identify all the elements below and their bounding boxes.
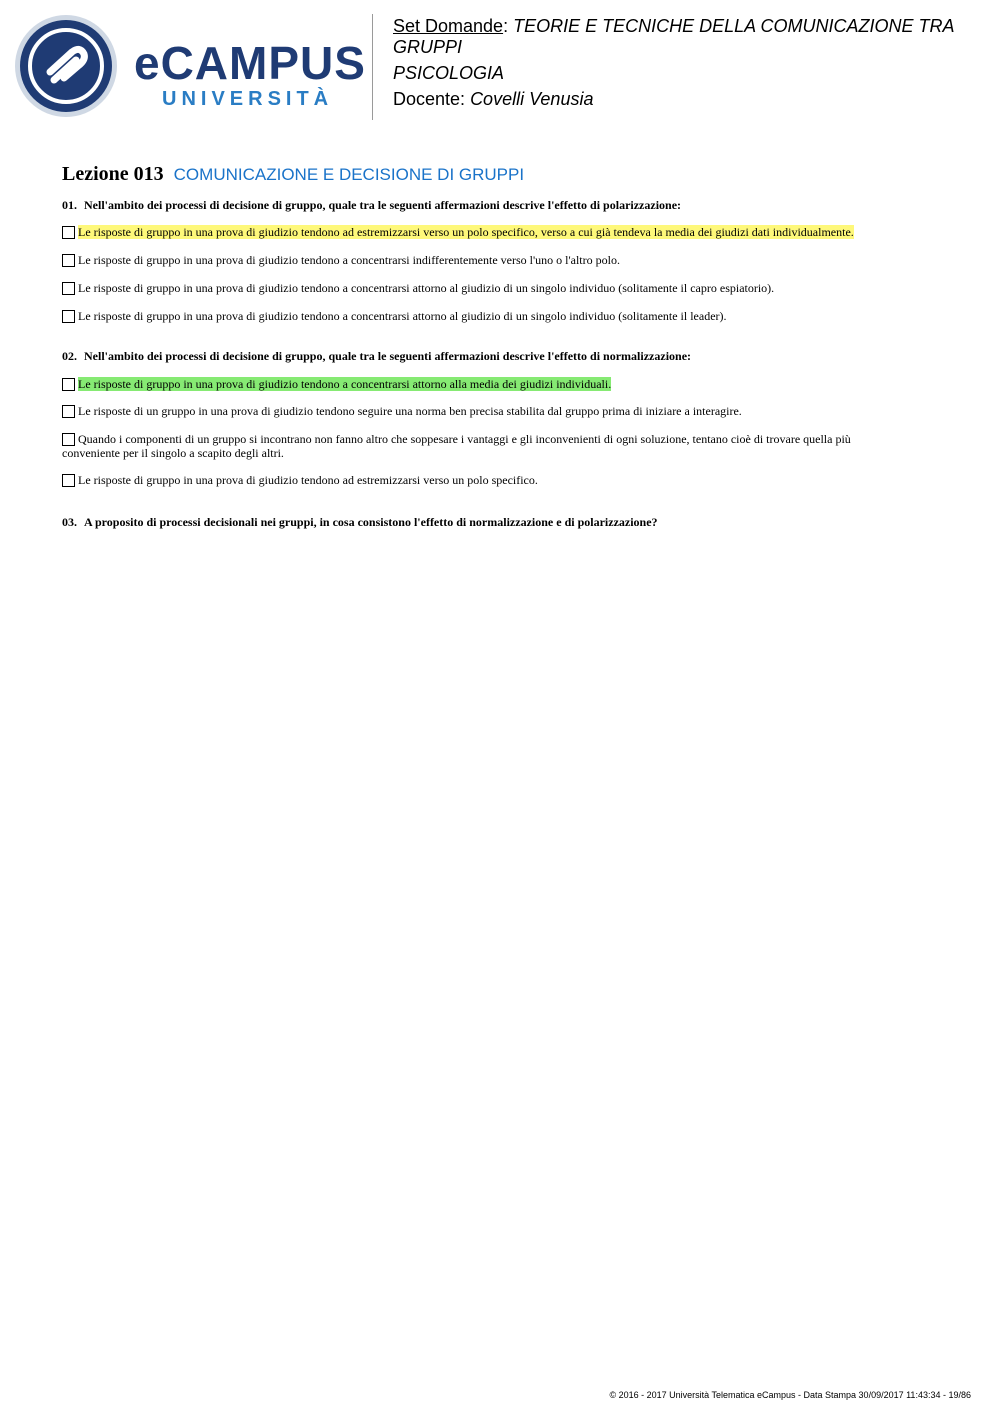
answer-option [62, 432, 902, 460]
answer-text: Le risposte di gruppo in una prova di giudizio tendono a concentrarsi attorno alla media dei giudizi individuali. [78, 377, 612, 391]
header-divider [372, 14, 373, 120]
lesson-label: Lezione 013 [62, 163, 164, 185]
logo-subtitle: UNIVERSITÀ [162, 88, 334, 110]
answer-checkbox[interactable] [62, 254, 75, 267]
answer-option [62, 281, 902, 295]
answer-text: Le risposte di un gruppo in una prova di giudizio tendono seguire una norma ben precisa stabilita dal gruppo prima di iniziare a interagire. [78, 404, 742, 418]
logo-wordmark: eCAMPUS [134, 37, 366, 89]
answer-checkbox[interactable] [62, 405, 75, 418]
ecampus-seal-icon [14, 14, 118, 118]
answer-text: Le risposte di gruppo in una prova di giudizio tendono ad estremizzarsi verso un polo specifico, verso a cui già tendeva la media dei giudizi dati individualmente. [78, 225, 854, 239]
question-number: 02. [62, 349, 77, 363]
set-domande-label: Set Domande [393, 16, 504, 36]
question-text: A proposito di processi decisionali nei gruppi, in cosa consistono l'effetto di normalizzazione e di polarizzazione? [84, 515, 658, 529]
answer-text: Le risposte di gruppo in una prova di giudizio tendono a concentrarsi attorno al giudizio di un singolo individuo (solitamente il leader). [78, 309, 727, 323]
ecampus-logo [14, 14, 366, 118]
question-text: Nell'ambito dei processi di decisione di gruppo, quale tra le seguenti affermazioni descrive l'effetto di polarizzazione: [84, 198, 682, 212]
page-footer: © 2016 - 2017 Università Telematica eCampus - Data Stampa 30/09/2017 11:43:34 - 19/86 [609, 1390, 971, 1400]
header-info [393, 16, 993, 110]
answer-checkbox[interactable] [62, 310, 75, 323]
answer-text: Le risposte di gruppo in una prova di giudizio tendono a concentrarsi indifferentemente verso l'uno o l'altro polo. [78, 253, 620, 267]
course-title: TEORIE E TECNICHE DELLA COMUNICAZIONE TRA GRUPPI [393, 16, 954, 57]
answer-option [62, 473, 902, 487]
teacher-line [393, 89, 993, 110]
lesson-heading [62, 163, 524, 186]
answer-checkbox[interactable] [62, 433, 75, 446]
answer-text: Le risposte di gruppo in una prova di giudizio tendono ad estremizzarsi verso un polo specifico. [78, 473, 538, 487]
question-02 [62, 349, 691, 364]
answer-option [62, 377, 902, 391]
answer-checkbox[interactable] [62, 474, 75, 487]
answer-option [62, 225, 902, 239]
answer-checkbox[interactable] [62, 226, 75, 239]
question-text: Nell'ambito dei processi di decisione di gruppo, quale tra le seguenti affermazioni descrive l'effetto di normalizzazione: [84, 349, 692, 363]
teacher-name: Covelli Venusia [470, 89, 594, 109]
teacher-label: Docente: [393, 89, 466, 109]
answer-option [62, 309, 902, 323]
answer-option [62, 253, 902, 267]
faculty: PSICOLOGIA [393, 63, 505, 83]
lesson-title: COMUNICAZIONE E DECISIONE DI GRUPPI [173, 165, 525, 184]
set-separator: : [503, 16, 509, 36]
question-01 [62, 198, 681, 213]
answer-checkbox[interactable] [62, 282, 75, 295]
question-03 [62, 515, 658, 530]
answer-text: Le risposte di gruppo in una prova di giudizio tendono a concentrarsi attorno al giudizio di un singolo individuo (solitamente il capro espiatorio). [78, 281, 775, 295]
question-number: 01. [62, 198, 77, 212]
question-number: 03. [62, 515, 77, 529]
answer-checkbox[interactable] [62, 378, 75, 391]
course-line [393, 16, 993, 58]
answer-option [62, 404, 902, 418]
answer-text: Quando i componenti di un gruppo si incontrano non fanno altro che soppesare i vantaggi e gli inconvenienti di ogni soluzione, tentano cioè di trovare quella più conveniente per il singolo a scapito degli altri. [62, 432, 851, 460]
